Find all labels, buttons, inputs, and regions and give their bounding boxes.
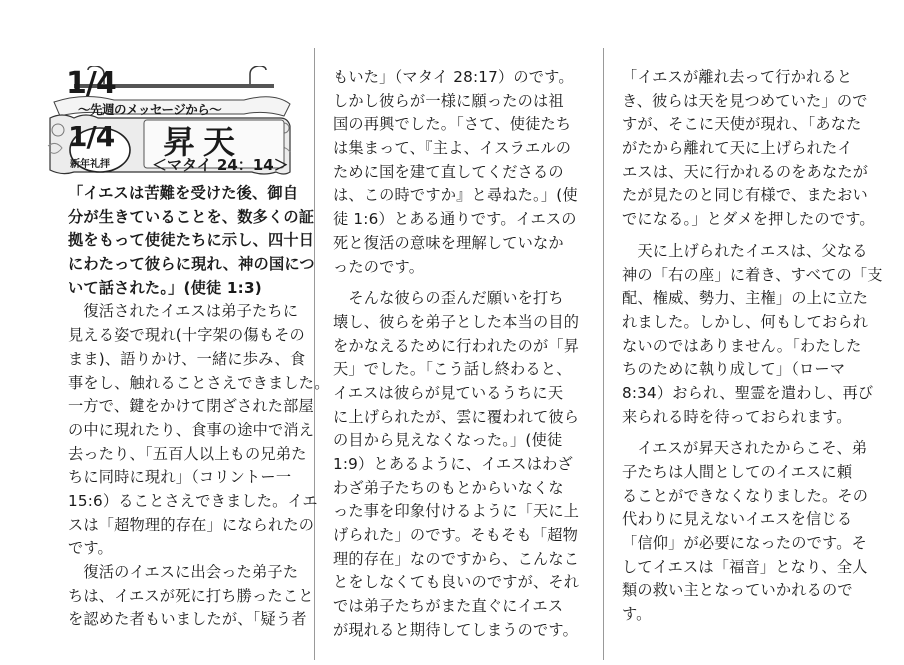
text-line: イエスが昇天されたからこそ、弟: [622, 439, 868, 458]
text-line: そんな彼らの歪んだ願いを打ち: [333, 289, 564, 308]
service-date: 1/4: [68, 120, 115, 153]
text-line: 配、権威、勢力、主権」の上に立た: [622, 289, 869, 308]
text-line: 一方で、鍵をかけて閉ざされた部屋: [68, 397, 314, 416]
text-line: 類の救い主となっていかれるので: [622, 581, 853, 600]
sign-date: 1/4: [66, 66, 116, 101]
text-line: 拠をもって使徒たちに示し、四十日: [68, 231, 315, 250]
paragraph: [333, 66, 579, 279]
text-line: 天」でした。「こう話し終わると、: [333, 360, 572, 379]
text-line: とをしなくても良いのですが、それ: [333, 573, 580, 592]
paragraph: [622, 240, 883, 430]
text-line: エスは、天に行かれるのをあなたが: [622, 162, 869, 181]
paragraph: [68, 561, 330, 632]
text-line: の目から見えなくなった。」(使徒: [333, 431, 563, 450]
text-line: 神の「右の座」に着き、すべての「支: [622, 265, 883, 284]
text-line: いて話された。」(使徒 1:3): [68, 278, 262, 297]
text-line: の中に現れたり、食事の途中で消え: [68, 420, 315, 439]
text-line: 壊し、彼らを弟子とした本当の目的: [333, 312, 580, 331]
scripture-reference: ＜マタイ 24：14＞: [152, 156, 289, 174]
text-line: してイエスは「福音」となり、全人: [622, 557, 868, 576]
paragraph: [333, 287, 579, 642]
text-line: です。: [68, 539, 113, 558]
text-line: は集まって、『主よ、イスラエルの: [333, 139, 572, 158]
text-line: 死と復活の意味を理解していなか: [333, 233, 564, 252]
text-line: では弟子たちがまた直ぐにイエス: [333, 597, 564, 616]
text-line: イエスは彼らが見ているうちに天: [333, 383, 564, 402]
text-line: ることができなくなりました。その: [622, 486, 869, 505]
text-line: が現れると期待してしまうのです。: [333, 620, 578, 639]
text-line: にわたって彼らに現れ、神の国につ: [68, 255, 315, 274]
text-line: に上げられたが、雲に覆われて彼ら: [333, 407, 580, 426]
paragraph: [622, 437, 883, 627]
text-line: 「イエスが離れ去って行かれると: [622, 68, 853, 86]
text-line: ちのために執り成して」（ローマ: [622, 360, 846, 379]
service-label: 新年礼拝: [70, 159, 110, 170]
paragraph-gap: [622, 429, 883, 437]
text-line: 復活されたイエスは弟子たちに: [68, 302, 299, 321]
text-line: でになる。」とダメを押したのです。: [622, 210, 875, 229]
text-line: った事を印象付けるように「天に上: [333, 502, 580, 521]
text-line: 代わりに見えないイエスを信じる: [622, 510, 853, 529]
text-line: 見える姿で現れ(十字架の傷もその: [68, 326, 305, 345]
text-line: 徒 1:6）とある通りです。イエスの: [333, 210, 577, 229]
text-line: たが見たのと同じ有様で、またおい: [622, 186, 868, 205]
text-line: 天に上げられたイエスは、父なる: [622, 241, 868, 260]
text-line: をかなえるために行われたのが「昇: [333, 336, 580, 355]
text-line: 15:6）ることさえできました。イエ: [68, 491, 318, 510]
text-line: 理的存在」なのですから、こんなこ: [333, 549, 580, 568]
text-line: 「イエスは苦難を受けた後、御自: [68, 184, 299, 202]
text-line: ないのではありません。「わたした: [622, 336, 862, 355]
text-line: まま)、語りかけ、一緒に歩み、食: [68, 349, 306, 368]
sign-caption: 〜先週のメッセージから〜: [78, 102, 222, 117]
text-line: もいた」（マタイ 28:17）のです。: [333, 68, 574, 86]
text-line: 「信仰」が必要になったのです。そ: [622, 534, 867, 553]
text-line: ために国を建て直してくださるの: [333, 162, 564, 181]
text-line: 去ったり、「五百人以上もの兄弟た: [68, 444, 307, 463]
text-line: ちに同時に現れ」（コリントー一: [68, 468, 292, 487]
text-line: 事をし、触れることさえできました。: [68, 373, 330, 392]
column-3: [622, 66, 883, 627]
text-line: 分が生きていることを、数多くの証: [68, 207, 315, 226]
text-line: がたから離れて天に上げられたイ: [622, 139, 853, 158]
text-line: 8:34）おられ、聖霊を遣わし、再び: [622, 383, 874, 402]
sermon-title: 昇天: [163, 123, 244, 161]
text-line: れました。しかし、何もしておられ: [622, 312, 869, 331]
text-line: 国の再興でした。「さて、使徒たち: [333, 115, 572, 134]
paragraph-gap: [333, 279, 579, 287]
text-line: ったのです。: [333, 257, 425, 276]
paragraph-gap: [622, 232, 883, 240]
column-1: [68, 182, 330, 632]
text-line: 子たちは人間としてのイエスに頼: [622, 463, 853, 481]
text-line: 来られる時を待っておられます。: [622, 407, 852, 426]
text-line: ちは、イエスが死に打ち勝ったこと: [68, 586, 314, 605]
text-line: げられた」のです。そもそも「超物: [333, 526, 578, 545]
paragraph: [622, 66, 883, 232]
opening-quote: [68, 182, 330, 300]
text-line: は、この時ですか』と尋ねた。」(使: [333, 186, 578, 205]
text-line: を認めた者もいましたが、「疑う者: [68, 610, 307, 629]
text-line: スは「超物理的存在」になられたの: [68, 515, 315, 534]
text-line: すが、そこに天使が現れ、「あなた: [622, 115, 862, 134]
column-divider: [603, 48, 604, 660]
text-line: しかし彼らが一様に願ったのは祖: [333, 91, 564, 110]
text-line: き、彼らは天を見つめていた」ので: [622, 91, 868, 110]
text-line: す。: [622, 605, 652, 624]
column-2: [333, 66, 579, 643]
text-line: 1:9）とあるように、イエスはわざ: [333, 455, 573, 473]
text-line: 復活のイエスに出会った弟子た: [68, 563, 299, 581]
text-line: わざ弟子たちのもとからいなくな: [333, 478, 564, 497]
paragraph: [68, 300, 330, 561]
